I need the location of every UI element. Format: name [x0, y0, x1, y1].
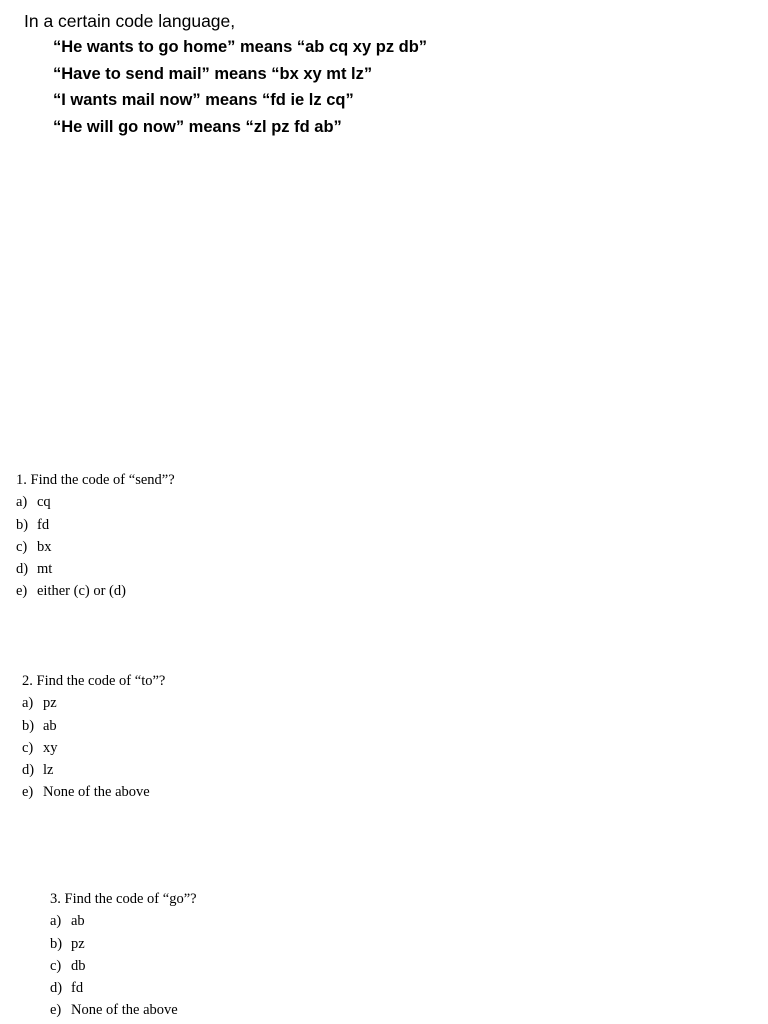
code-example: “He will go now” means “zl pz fd ab”: [53, 117, 342, 136]
code-example: “Have to send mail” means “bx xy mt lz”: [53, 64, 373, 83]
code-examples: [53, 36, 427, 142]
answer-option: [50, 934, 197, 956]
option-letter: e): [16, 583, 28, 600]
option-text: ab: [71, 913, 85, 930]
question-1: [16, 470, 175, 604]
answer-option: [16, 581, 175, 603]
option-letter: e): [50, 1002, 62, 1019]
option-text: fd: [37, 516, 50, 533]
option-text: xy: [43, 739, 58, 756]
answer-option: [50, 911, 197, 933]
option-text: cq: [37, 494, 51, 511]
answer-option: [50, 956, 197, 978]
answer-option: [50, 1000, 197, 1022]
option-text: bx: [37, 538, 52, 555]
answer-option: [16, 492, 175, 514]
intro-text: [24, 10, 235, 32]
option-letter: b): [22, 717, 35, 734]
option-letter: b): [50, 935, 63, 952]
option-letter: c): [50, 957, 62, 974]
option-letter: d): [22, 762, 35, 779]
answer-option: [16, 537, 175, 559]
answer-option: [22, 782, 165, 804]
question-3: [50, 889, 197, 1023]
option-text: fd: [71, 980, 84, 997]
option-letter: c): [16, 538, 28, 555]
option-text: mt: [37, 561, 53, 578]
option-text: either (c) or (d): [37, 583, 126, 600]
answer-option: [22, 693, 165, 715]
option-letter: a): [22, 695, 34, 712]
answer-option: [22, 760, 165, 782]
answer-option: [16, 559, 175, 581]
answer-option: [22, 738, 165, 760]
option-letter: d): [50, 980, 63, 997]
option-text: None of the above: [43, 784, 150, 801]
answer-option: [22, 716, 165, 738]
question-2: [22, 671, 165, 805]
option-text: None of the above: [71, 1002, 178, 1019]
question-prompt: 2. Find the code of “to”?: [22, 673, 166, 689]
option-letter: a): [16, 494, 28, 511]
option-text: pz: [43, 695, 57, 712]
option-letter: a): [50, 913, 62, 930]
answer-option: [50, 978, 197, 1000]
option-text: pz: [71, 935, 85, 952]
option-letter: c): [22, 739, 34, 756]
question-prompt: 1. Find the code of “send”?: [16, 472, 175, 488]
code-example: “He wants to go home” means “ab cq xy pz db”: [53, 38, 428, 56]
question-prompt: 3. Find the code of “go”?: [50, 891, 197, 907]
answer-option: [16, 515, 175, 537]
option-letter: b): [16, 516, 29, 533]
option-letter: e): [22, 784, 34, 801]
code-example: “I wants mail now” means “fd ie lz cq”: [53, 91, 354, 109]
option-text: ab: [43, 717, 57, 734]
option-letter: d): [16, 561, 29, 578]
option-text: db: [71, 957, 86, 974]
option-text: lz: [43, 762, 54, 779]
intro-line: In a certain code language,: [24, 11, 236, 31]
